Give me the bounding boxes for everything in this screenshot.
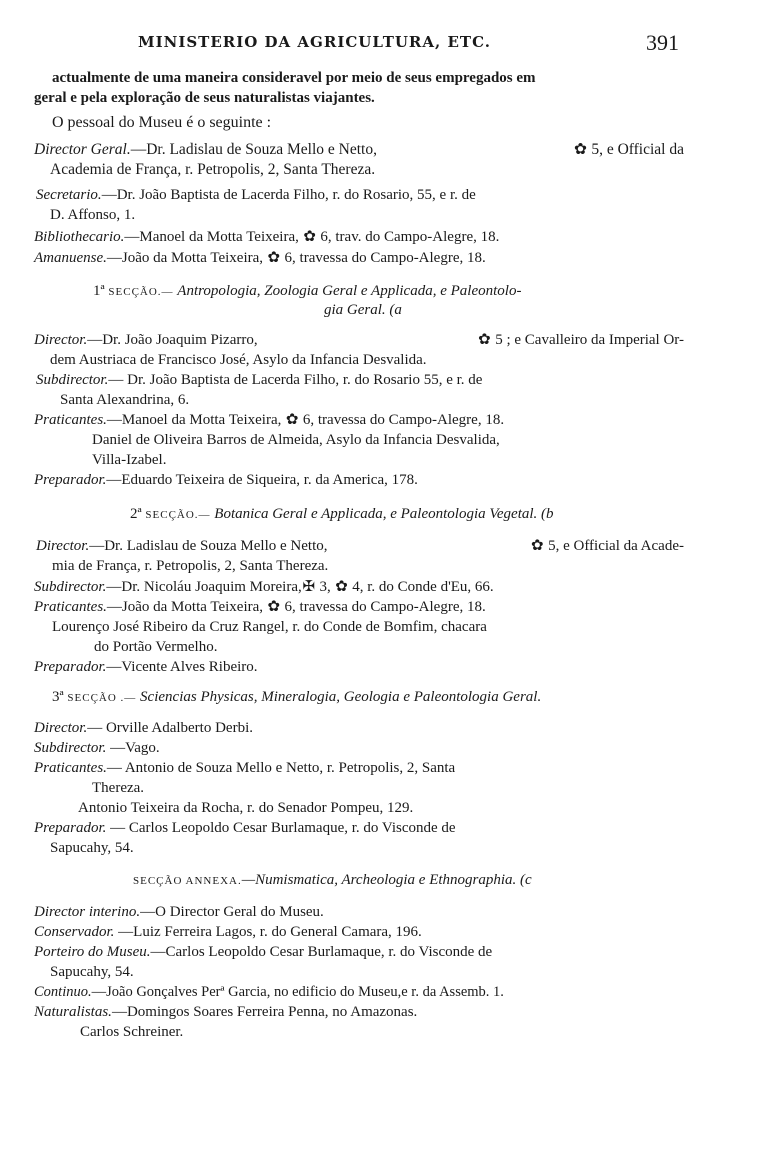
entry-secretario: Secretario.—Dr. João Baptista de Lacerda Filho, r. do Rosario, 55, e r. de — [36, 187, 476, 203]
role-label: Director interino. — [34, 904, 141, 920]
s3-entry-praticantes: Praticantes.— Antonio de Souza Mello e Netto, r. Petropolis, 2, Santa — [34, 760, 456, 776]
rose-order-icon: ✿ — [573, 141, 587, 158]
role-label: Bibliothecario. — [34, 229, 125, 245]
s3-entry-preparador: Preparador. — Carlos Leopoldo Cesar Burlamaque, r. do Visconde de — [34, 820, 456, 836]
role-label: Director Geral. — [34, 141, 131, 158]
role-label: Secretario. — [36, 187, 102, 203]
s2-entry-director: Director.—Dr. Ladislau de Souza Mello e Netto, ✿ 5, e Official da Acade- — [36, 538, 684, 554]
sa-entry-conservador: Conservador. —Luiz Ferreira Lagos, r. do General Camara, 196. — [34, 924, 422, 940]
s1-entry-praticantes: Praticantes.—Manoel da Motta Teixeira, ✿ 6, travessa do Campo-Alegre, 18. — [34, 412, 505, 428]
s3-entry-subdirector: Subdirector. —Vago. — [34, 740, 160, 756]
section-annexa-heading: SECÇÃO ANNEXA.—Numismatica, Archeologia e Ethnographia. (c — [133, 872, 532, 888]
page-header — [0, 30, 757, 63]
role-label: Preparador. — [34, 659, 107, 675]
s3-entry-praticantes-cont: Thereza. — [92, 780, 145, 796]
sa-entry-naturalistas: Naturalistas.—Domingos Soares Ferreira Penna, no Amazonas. — [34, 1004, 418, 1020]
page-number: 391 — [646, 30, 679, 55]
sa-entry-naturalista-2: Carlos Schreiner. — [80, 1024, 184, 1040]
role-label: Preparador. — [34, 472, 107, 488]
role-label: Conservador. — [34, 924, 115, 940]
intro-line-2: geral e pela exploração de seus naturalistas viajantes. — [34, 90, 375, 106]
s1-entry-director: Director.—Dr. João Joaquim Pizarro, ✿ 5 ; e Cavalleiro da Imperial Or- — [34, 332, 684, 348]
entry-director-geral-cont: Academia de França, r. Petropolis, 2, Santa Thereza. — [50, 161, 376, 178]
rose-order-icon: ✿ — [267, 599, 281, 615]
intro-line-1: actualmente de uma maneira consideravel por meio de seus empregados em — [52, 70, 536, 86]
s3-entry-preparador-cont: Sapucahy, 54. — [50, 840, 134, 856]
s1-entry-praticante-2-cont: Villa-Izabel. — [92, 452, 167, 468]
entry-bibliothecario: Bibliothecario.—Manoel da Motta Teixeira, ✿ 6, trav. do Campo-Alegre, 18. — [34, 229, 500, 245]
rose-order-icon: ✿ — [478, 332, 491, 348]
role-label: Porteiro do Museu. — [34, 944, 151, 960]
section-1-heading-cont: gia Geral. (a — [324, 302, 402, 318]
role-label: Naturalistas. — [34, 1004, 112, 1020]
intro-line-3: O pessoal do Museu é o seguinte : — [52, 114, 272, 131]
role-label: Praticantes. — [34, 760, 107, 776]
s1-entry-subdirector-cont: Santa Alexandrina, 6. — [60, 392, 190, 408]
cross-order-icon: ✠ — [302, 579, 316, 595]
section-2-heading: 2ª SECÇÃO.— Botanica Geral e Applicada, e Paleontologia Vegetal. (b — [130, 506, 554, 522]
role-label: Subdirector. — [36, 372, 109, 388]
s1-entry-subdirector: Subdirector.— Dr. João Baptista de Lacerda Filho, r. do Rosario 55, e r. de — [36, 372, 483, 388]
role-label: Director. — [36, 538, 90, 554]
rose-order-icon: ✿ — [267, 250, 281, 266]
role-label: Continuo. — [34, 984, 92, 1000]
role-label: Subdirector. — [34, 579, 107, 595]
section-3-heading: 3ª SECÇÃO .— Sciencias Physicas, Mineralogia, Geologia e Paleontologia Geral. — [52, 689, 542, 705]
role-label: Subdirector. — [34, 740, 107, 756]
running-head: MINISTERIO DA AGRICULTURA, ETC. — [138, 33, 491, 51]
s1-entry-preparador: Preparador.—Eduardo Teixeira de Siqueira, r. da America, 178. — [34, 472, 418, 488]
role-label: Preparador. — [34, 820, 107, 836]
s2-entry-praticantes: Praticantes.—João da Motta Teixeira, ✿ 6, travessa do Campo-Alegre, 18. — [34, 599, 486, 615]
entry-amanuense: Amanuense.—João da Motta Teixeira, ✿ 6, travessa do Campo-Alegre, 18. — [34, 250, 486, 266]
s3-entry-director: Director.— Orville Adalberto Derbi. — [34, 720, 253, 736]
s1-entry-praticante-2: Daniel de Oliveira Barros de Almeida, Asylo da Infancia Desvalida, — [92, 432, 500, 448]
rose-order-icon: ✿ — [531, 538, 544, 554]
role-label: Director. — [34, 332, 88, 348]
s1-entry-director-cont: dem Austriaca de Francisco José, Asylo da Infancia Desvalida. — [50, 352, 427, 368]
sa-entry-porteiro: Porteiro do Museu.—Carlos Leopoldo Cesar Burlamaque, r. do Visconde de — [34, 944, 493, 960]
s2-entry-praticante-2: Lourenço José Ribeiro da Cruz Rangel, r. do Conde de Bomfim, chacara — [52, 619, 487, 635]
rose-order-icon: ✿ — [303, 229, 316, 245]
role-label: Amanuense. — [34, 250, 107, 266]
sa-entry-director: Director interino.—O Director Geral do Museu. — [34, 904, 324, 920]
rose-order-icon: ✿ — [335, 579, 348, 595]
s2-entry-subdirector: Subdirector.—Dr. Nicoláu Joaquim Moreira,✠ 3, ✿ 4, r. do Conde d'Eu, 66. — [34, 579, 494, 595]
entry-director-geral: Director Geral.—Dr. Ladislau de Souza Mello e Netto, ✿ 5, e Official da — [34, 141, 684, 158]
s2-entry-praticante-2-cont: do Portão Vermelho. — [94, 639, 218, 655]
s2-entry-preparador: Preparador.—Vicente Alves Ribeiro. — [34, 659, 258, 675]
role-label: Praticantes. — [34, 599, 107, 615]
role-label: Praticantes. — [34, 412, 107, 428]
section-1-heading: 1ª SECÇÃO.— Antropologia, Zoologia Geral e Applicada, e Paleontolo- — [93, 283, 522, 299]
entry-secretario-cont: D. Affonso, 1. — [50, 207, 136, 223]
rose-order-icon: ✿ — [285, 412, 299, 428]
sa-entry-continuo: Continuo.—João Gonçalves Perª Garcia, no edificio do Museu,e r. da Assemb. 1. — [34, 984, 504, 1000]
s2-entry-director-cont: mia de França, r. Petropolis, 2, Santa Thereza. — [52, 558, 329, 574]
sa-entry-porteiro-cont: Sapucahy, 54. — [50, 964, 134, 980]
role-label: Director. — [34, 720, 88, 736]
s3-entry-praticante-2: Antonio Teixeira da Rocha, r. do Senador Pompeu, 129. — [78, 800, 414, 816]
